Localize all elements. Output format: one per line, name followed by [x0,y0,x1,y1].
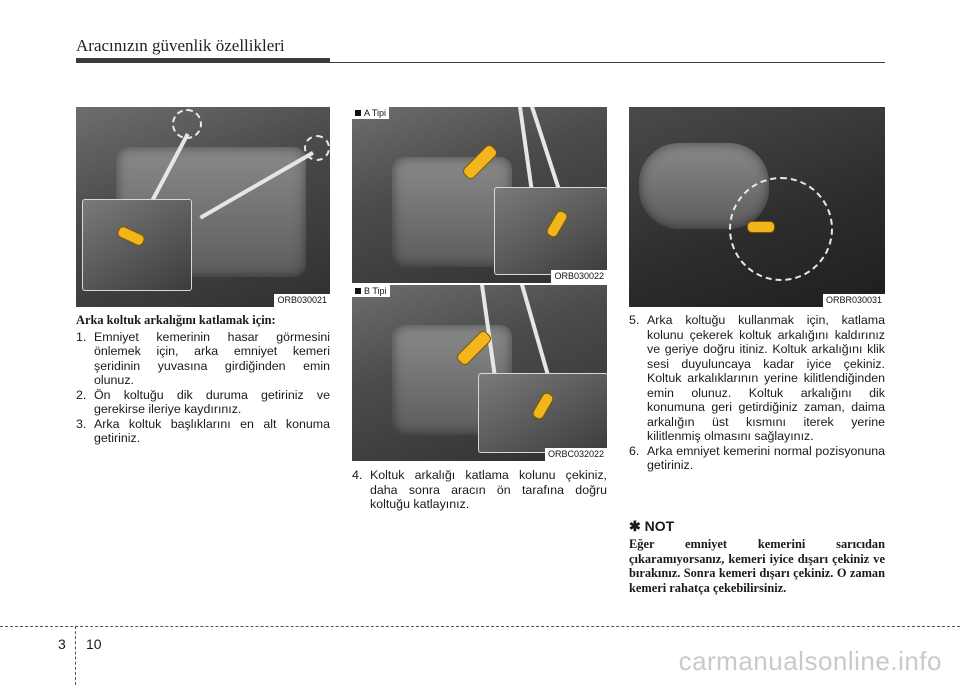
note-star-icon: ✱ [629,518,645,534]
step-number: 3. [76,416,87,431]
step-text: Koltuk arkalığı katlama kolunu çekiniz, daha sonra aracın ön tarafına doğru koltuğu katlayınız. [370,468,607,511]
figure-code: ORB030022 [551,270,607,283]
page-number: 10 [86,636,102,652]
note-body: Eğer emniyet kemerini sarıcıdan çıkaramıyorsanız, kemeri iyice dışarı çekiniz ve bırakınız. Sonra kemeri dışarı çekiniz. O zaman kemeri rahatça çekebilirsiniz. [629,537,885,595]
footer-rule-vertical [75,626,77,685]
right-column [629,313,885,473]
list-item [76,330,330,388]
pull-arrow-icon [531,391,555,421]
note-heading [629,518,674,535]
figure-code: ORB030021 [274,294,330,307]
list-item [352,468,607,512]
list-item [76,417,330,446]
type-tag-label: B Tipi [364,286,387,296]
square-bullet-icon [355,288,361,294]
section-subheading: Arka koltuk arkalığını katlamak için: [76,313,276,327]
step-number: 1. [76,329,87,344]
square-bullet-icon [355,110,361,116]
step-number: 6. [629,443,640,458]
figure-code: ORBR030031 [823,294,885,307]
figure-inset [478,373,607,453]
step-number: 5. [629,313,640,327]
middle-column [352,468,607,512]
figure-seat-headrests [76,107,330,307]
left-column [76,313,330,446]
step-text: Ön koltuğu dik duruma getiriniz ve gerekirse ileriye kaydırınız. [94,387,330,416]
figure-inset [82,199,192,291]
figure-type-a [352,107,607,283]
chapter-number: 3 [58,636,66,652]
step-text: Arka koltuğu kullanmak için, katlama kolunu çekerek koltuk arkalığını kaldırınız ve geriye doğru itiniz. Koltuk arkalığını klik sesi duyuluncaya kadar iyice çekiniz. Koltuk arkalıklarının yerine kilitlendiğinden emin olunuz. Koltuk arkalığını dik konumuna geri getirdiğiniz zaman, daima arkalığın üst kısmını iterek yerine kilitlenmiş olmasını sağlayınız. [647,313,885,443]
figure-type-b [352,285,607,461]
step-text: Arka koltuk başlıklarını en alt konuma getiriniz. [94,416,330,445]
type-tag [352,285,390,297]
figure-return-seat [629,107,885,307]
type-tag-label: A Tipi [364,108,387,118]
step-text: Arka emniyet kemerini normal pozisyonuna getiriniz. [647,443,885,472]
note-title: NOT [644,518,675,534]
highlight-circle [729,177,833,281]
footer-rule [0,626,960,627]
pull-arrow-icon [545,209,569,239]
step-number: 2. [76,387,87,402]
step-text: Emniyet kemerinin hasar görmesini önlemek için, arka emniyet kemeri şeridinin yuvasına girdiğinden emin olunuz. [94,329,330,387]
type-tag [352,107,389,119]
list-item [629,313,885,444]
watermark: carmanualsonline.info [678,646,942,676]
figure-inset [494,187,607,275]
list-item [76,388,330,417]
figure-code: ORBC032022 [545,448,607,461]
page-header-title: Aracınızın güvenlik özellikleri [76,36,285,55]
header-rule-thin [330,62,885,63]
step-number: 4. [352,468,363,482]
list-item [629,444,885,473]
direction-arrow-icon [116,225,146,248]
pull-arrow-icon [747,221,775,233]
header-rule [76,58,330,63]
